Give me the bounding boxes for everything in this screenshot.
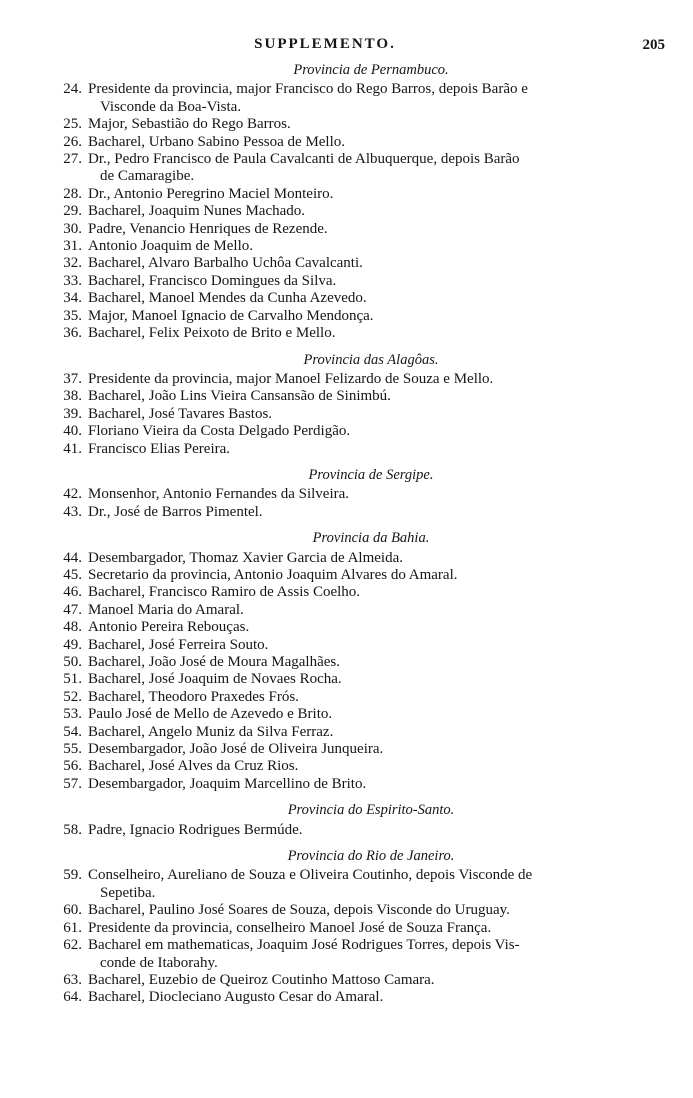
entry-number: 46. <box>63 584 82 601</box>
list-item <box>46 81 646 116</box>
section-heading: Provincia da Bahia. <box>312 530 430 547</box>
list-item <box>46 388 646 405</box>
section-heading: Provincia de Pernambuco. <box>293 62 449 78</box>
entry-text: Antonio Joaquim de Mello. <box>88 238 253 255</box>
list-item <box>46 637 646 654</box>
list-item <box>46 602 646 619</box>
list-item <box>46 273 646 290</box>
entry-number: 55. <box>63 741 82 758</box>
entry-number: 33. <box>63 272 82 289</box>
list-item <box>46 867 646 902</box>
list-item <box>46 116 646 133</box>
entry-text: Bacharel, José Alves da Cruz Rios. <box>88 758 299 775</box>
entry-number: 59. <box>63 867 82 884</box>
entry-text: Bacharel, Euzebio de Queiroz Coutinho Mattoso Camara. <box>88 971 435 988</box>
list-item <box>46 758 646 775</box>
list-item <box>46 902 646 919</box>
entry-number: 36. <box>63 325 82 342</box>
entry-text: Padre, Ignacio Rodrigues Bermúde. <box>88 821 303 838</box>
entry-number: 41. <box>63 440 82 457</box>
entry-text: Bacharel, Joaquim Nunes Machado. <box>88 203 306 220</box>
list-item <box>46 822 646 839</box>
entry-number: 60. <box>63 902 82 919</box>
entry-number: 38. <box>63 388 82 405</box>
entry-text: Bacharel, José Ferreira Souto. <box>88 636 269 653</box>
section-heading: Provincia de Sergipe. <box>308 466 434 483</box>
entry-number: 43. <box>63 503 82 520</box>
entry-text: Bacharel, Diocleciano Augusto Cesar do Amaral. <box>88 989 384 1006</box>
entry-number: 53. <box>63 706 82 723</box>
entry-text: Secretario da provincia, Antonio Joaquim Alvares do Amaral. <box>88 566 458 583</box>
entry-number: 56. <box>63 758 82 775</box>
entry-number: 57. <box>63 775 82 792</box>
entry-text: Bacharel, José Joaquim de Novaes Rocha. <box>88 671 342 688</box>
entry-text: Bacharel, João Lins Vieira Cansansão de Sinimbú. <box>88 388 391 405</box>
entry-number: 64. <box>63 989 82 1006</box>
list-item <box>46 741 646 758</box>
list-item <box>46 441 646 458</box>
entry-text: Francisco Elias Pereira. <box>88 440 231 457</box>
entry-number: 61. <box>63 919 82 936</box>
entry-number: 24. <box>63 81 82 98</box>
section-heading: Provincia das Alagôas. <box>303 351 439 368</box>
list-item <box>46 724 646 741</box>
entry-number: 25. <box>63 116 82 133</box>
list-item <box>46 654 646 671</box>
entry-text: Major, Sebastião do Rego Barros. <box>88 116 291 133</box>
entry-text: Dr., Antonio Peregrino Maciel Monteiro. <box>88 185 334 202</box>
section-heading: Provincia do Rio de Janeiro. <box>287 848 455 865</box>
province-section <box>46 467 646 521</box>
entry-text: Desembargador, Joaquim Marcellino de Brito. <box>88 775 367 792</box>
entry-number: 26. <box>63 133 82 150</box>
entry-number: 44. <box>63 549 82 566</box>
entry-number: 52. <box>63 688 82 705</box>
list-item <box>46 550 646 567</box>
entry-text: Floriano Vieira da Costa Delgado Perdigão. <box>88 423 351 440</box>
list-item <box>46 776 646 793</box>
entry-number: 62. <box>63 937 82 954</box>
entry-text: Conselheiro, Aureliano de Souza e Oliveira Coutinho, depois Visconde de <box>88 867 533 884</box>
list-item <box>46 255 646 272</box>
list-item <box>46 186 646 203</box>
entry-text-continuation: conde de Itaborahy. <box>100 954 218 971</box>
list-item <box>46 937 646 972</box>
entry-number: 40. <box>63 423 82 440</box>
entry-text: Paulo José de Mello de Azevedo e Brito. <box>88 706 333 723</box>
entry-text-continuation: Visconde da Boa-Vista. <box>100 98 242 115</box>
list-item <box>46 486 646 503</box>
entry-number: 45. <box>63 566 82 583</box>
list-item <box>46 221 646 238</box>
entry-text: Desembargador, Thomaz Xavier Garcia de Almeida. <box>88 549 403 566</box>
entry-text: Manoel Maria do Amaral. <box>88 601 244 618</box>
entry-text: Bacharel, Francisco Ramiro de Assis Coelho. <box>88 584 361 601</box>
list-item <box>46 371 646 388</box>
page-number: 205 <box>642 37 665 53</box>
province-section <box>46 848 646 1007</box>
entry-text: Antonio Pereira Rebouças. <box>88 619 250 636</box>
list-item <box>46 151 646 186</box>
entry-number: 31. <box>63 238 82 255</box>
entry-text: Bacharel, Felix Peixoto de Brito e Mello. <box>88 325 336 342</box>
page-header <box>0 36 693 56</box>
entry-number: 34. <box>63 290 82 307</box>
entry-number: 35. <box>63 307 82 324</box>
entry-number: 30. <box>63 220 82 237</box>
entry-text: Bacharel, Urbano Sabino Pessoa de Mello. <box>88 133 346 150</box>
entry-text: Padre, Venancio Henriques de Rezende. <box>88 220 328 237</box>
entry-text-continuation: Sepetiba. <box>100 884 156 901</box>
entry-text: Bacharel, Paulino José Soares de Souza, depois Visconde do Uruguay. <box>88 902 510 919</box>
entry-text: Bacharel, Francisco Domingues da Silva. <box>88 272 337 289</box>
entry-number: 51. <box>63 671 82 688</box>
section-heading: Provincia do Espirito-Santo. <box>287 802 455 819</box>
entry-text: Monsenhor, Antonio Fernandes da Silveira. <box>88 486 350 503</box>
entry-number: 54. <box>63 723 82 740</box>
entry-text: Presidente da provincia, major Francisco do Rego Barros, depois Barão e <box>88 81 528 98</box>
entry-number: 63. <box>63 971 82 988</box>
list-item <box>46 406 646 423</box>
entry-text: Bacharel, João José de Moura Magalhães. <box>88 654 340 670</box>
entry-number: 29. <box>63 203 82 220</box>
list-item <box>46 423 646 440</box>
entry-text: Bacharel, Angelo Muniz da Silva Ferraz. <box>88 723 334 740</box>
entry-number: 48. <box>63 619 82 636</box>
list-item <box>46 706 646 723</box>
list-item <box>46 325 646 342</box>
entry-text: Bacharel, Alvaro Barbalho Uchôa Cavalcanti. <box>88 255 363 272</box>
list-item <box>46 972 646 989</box>
entry-number: 50. <box>63 654 82 670</box>
list-item <box>46 567 646 584</box>
entry-number: 37. <box>63 370 82 387</box>
list-item <box>46 689 646 706</box>
province-section <box>46 802 646 839</box>
list-item <box>46 584 646 601</box>
province-section <box>46 62 646 343</box>
entry-text: Bacharel, José Tavares Bastos. <box>88 405 273 422</box>
entry-number: 49. <box>63 636 82 653</box>
list-item <box>46 920 646 937</box>
list-item <box>46 989 646 1006</box>
list-item <box>46 671 646 688</box>
list-item <box>46 203 646 220</box>
entry-text: Major, Manoel Ignacio de Carvalho Mendonça. <box>88 307 374 324</box>
entry-text: Presidente da provincia, conselheiro Manoel José de Souza França. <box>88 919 492 936</box>
entry-number: 27. <box>63 151 82 168</box>
province-section <box>46 530 646 793</box>
list-item <box>46 290 646 307</box>
list-item <box>46 504 646 521</box>
list-item <box>46 238 646 255</box>
entry-number: 42. <box>63 486 82 503</box>
entry-text: Bacharel, Theodoro Praxedes Frós. <box>88 688 299 705</box>
entry-text: Bacharel em mathematicas, Joaquim José Rodrigues Torres, depois Vis- <box>88 937 520 954</box>
list-item <box>46 308 646 325</box>
document-body <box>46 62 646 1007</box>
entry-number: 58. <box>63 821 82 838</box>
province-section <box>46 352 646 458</box>
list-item <box>46 619 646 636</box>
entry-number: 32. <box>63 255 82 272</box>
entry-number: 28. <box>63 185 82 202</box>
entry-text-continuation: de Camaragibe. <box>100 168 195 185</box>
entry-text: Bacharel, Manoel Mendes da Cunha Azevedo. <box>88 290 367 307</box>
entry-number: 47. <box>63 601 82 618</box>
entry-text: Dr., José de Barros Pimentel. <box>88 503 263 520</box>
entry-number: 39. <box>63 405 82 422</box>
entry-text: Desembargador, João José de Oliveira Junqueira. <box>88 741 384 758</box>
entry-text: Presidente da provincia, major Manoel Felizardo de Souza e Mello. <box>88 370 494 387</box>
entry-text: Dr., Pedro Francisco de Paula Cavalcanti de Albuquerque, depois Barão <box>88 151 520 168</box>
list-item <box>46 134 646 151</box>
running-title: SUPPLEMENTO. <box>254 36 396 52</box>
